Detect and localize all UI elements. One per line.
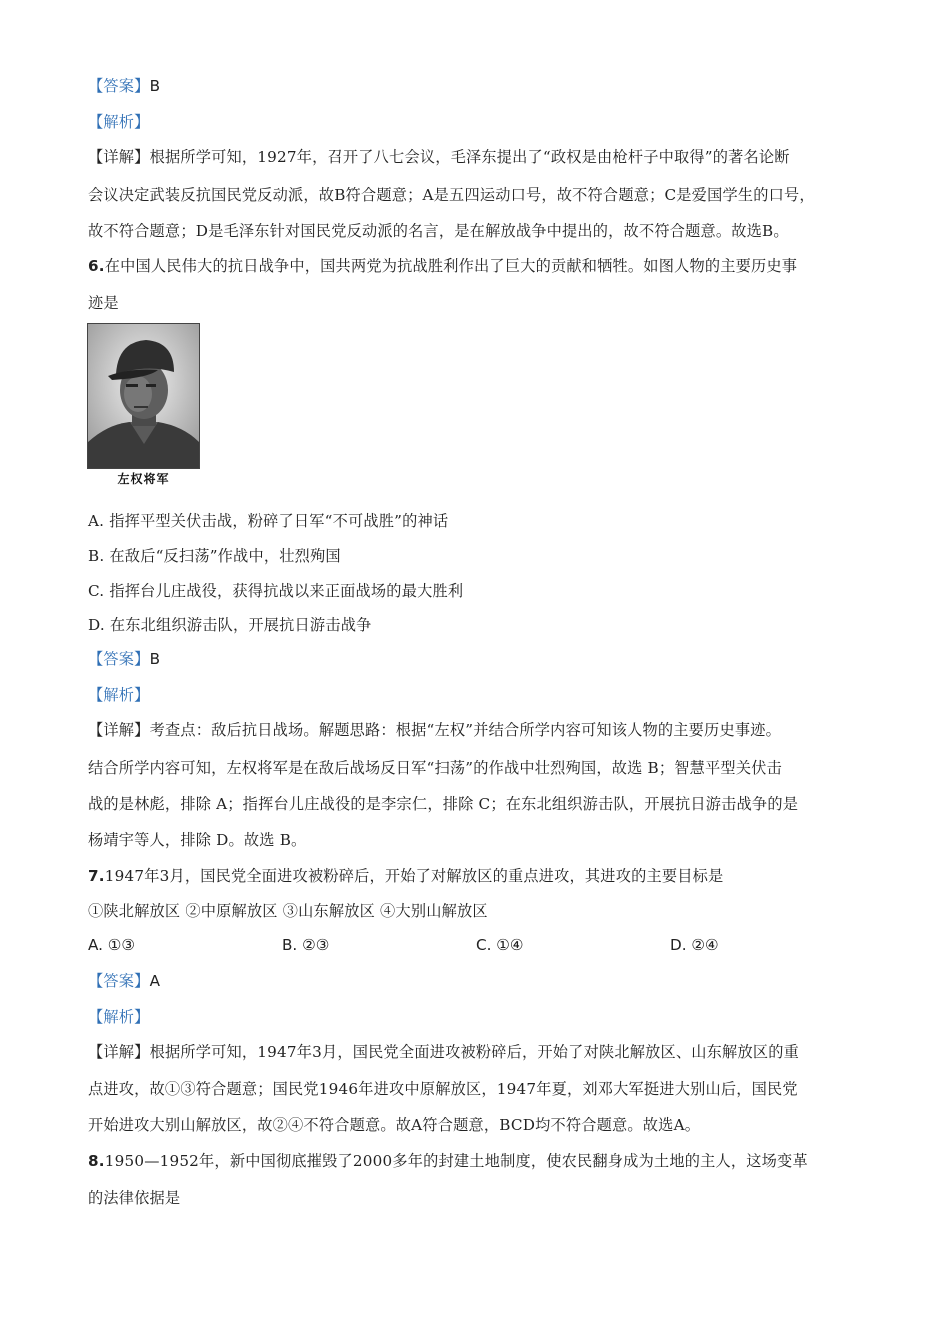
detail-text: 点进攻，故①③符合题意；国民党1946年进攻中原解放区，1947年夏，刘邓大军挺进大别山后，国民党 <box>88 1080 798 1098</box>
question-text: 的法律依据是 <box>88 1189 181 1207</box>
answer-tag: 【答案】 <box>88 972 150 990</box>
answer-line <box>88 648 160 670</box>
portrait-photo <box>87 323 200 469</box>
option-a: A. ①③ <box>88 936 136 954</box>
question-text: 迹是 <box>88 294 119 312</box>
detail-text: 战的是林彪，排除 A；指挥台儿庄战役的是李宗仁，排除 C；在东北组织游击队，开展抗日游击战争的是 <box>88 795 799 813</box>
portrait-image <box>88 324 199 468</box>
detail-line <box>88 1041 799 1063</box>
option-d: D. ②④ <box>670 936 719 954</box>
detail-tag: 【详解】 <box>88 148 150 166</box>
detail-text: 会议决定武装反抗国民党反动派，故B符合题意；A是五四运动口号，故不符合题意；C是爱国学生的口号， <box>88 186 815 204</box>
detail-line <box>88 719 781 741</box>
detail-tag: 【详解】 <box>88 721 150 739</box>
option-d: D. 在东北组织游击队，开展抗日游击战争 <box>88 616 372 634</box>
analysis-tag: 【解析】 <box>88 686 150 704</box>
photo-caption: 左权将军 <box>117 472 170 486</box>
detail-text: 开始进攻大别山解放区，故②④不符合题意。故A符合题意，BCD均不符合题意。故选A。 <box>88 1116 701 1134</box>
option-b: B. 在敌后“反扫荡”作战中，壮烈殉国 <box>88 547 341 565</box>
question-stem <box>88 255 797 277</box>
answer-line <box>88 970 160 992</box>
question-items: ①陕北解放区 ②中原解放区 ③山东解放区 ④大别山解放区 <box>88 902 488 920</box>
analysis-tag: 【解析】 <box>88 113 150 131</box>
answer-value: B <box>149 77 161 95</box>
answer-tag: 【答案】 <box>88 77 150 95</box>
question-stem <box>88 1150 808 1172</box>
question-stem <box>88 865 723 887</box>
option-b: B. ②③ <box>282 936 330 954</box>
answer-line <box>88 75 160 97</box>
answer-tag: 【答案】 <box>88 650 150 668</box>
analysis-tag: 【解析】 <box>88 1008 150 1026</box>
detail-text: 根据所学可知，1927年，召开了八七会议，毛泽东提出了“政权是由枪杆子中取得”的著名论断 <box>149 148 790 166</box>
question-number: 8. <box>88 1152 105 1170</box>
question-text: 1950—1952年，新中国彻底摧毁了2000多年的封建土地制度，使农民翻身成为土地的主人，这场变革 <box>104 1152 808 1170</box>
option-c: C. 指挥台儿庄战役，获得抗战以来正面战场的最大胜利 <box>88 582 464 600</box>
option-c: C. ①④ <box>476 936 524 954</box>
detail-text: 结合所学内容可知，左权将军是在敌后战场反日军“扫荡”的作战中壮烈殉国，故选 B；智慧平型关伏击 <box>88 759 782 777</box>
question-number: 7. <box>88 867 105 885</box>
analysis-line <box>88 1006 150 1028</box>
option-a: A. 指挥平型关伏击战，粉碎了日军“不可战胜”的神话 <box>88 512 449 530</box>
question-text: 1947年3月，国民党全面进攻被粉碎后，开始了对解放区的重点进攻，其进攻的主要目标是 <box>104 867 724 885</box>
analysis-line <box>88 684 150 706</box>
detail-text: 考查点：敌后抗日战场。解题思路：根据“左权”并结合所学内容可知该人物的主要历史事迹。 <box>149 721 781 739</box>
answer-value: A <box>149 972 161 990</box>
question-number: 6. <box>88 257 105 275</box>
analysis-line <box>88 111 150 133</box>
detail-text: 根据所学可知，1947年3月，国民党全面进攻被粉碎后，开始了对陕北解放区、山东解放区的重 <box>149 1043 799 1061</box>
answer-value: B <box>149 650 161 668</box>
detail-tag: 【详解】 <box>88 1043 150 1061</box>
detail-text: 故不符合题意；D是毛泽东针对国民党反动派的名言，是在解放战争中提出的，故不符合题意。故选B。 <box>88 222 789 240</box>
detail-text: 杨靖宇等人，排除 D。故选 B。 <box>88 831 307 849</box>
question-text: 在中国人民伟大的抗日战争中，国共两党为抗战胜利作出了巨大的贡献和牺牲。如图人物的主要历史事 <box>104 257 798 275</box>
detail-line <box>88 146 790 168</box>
